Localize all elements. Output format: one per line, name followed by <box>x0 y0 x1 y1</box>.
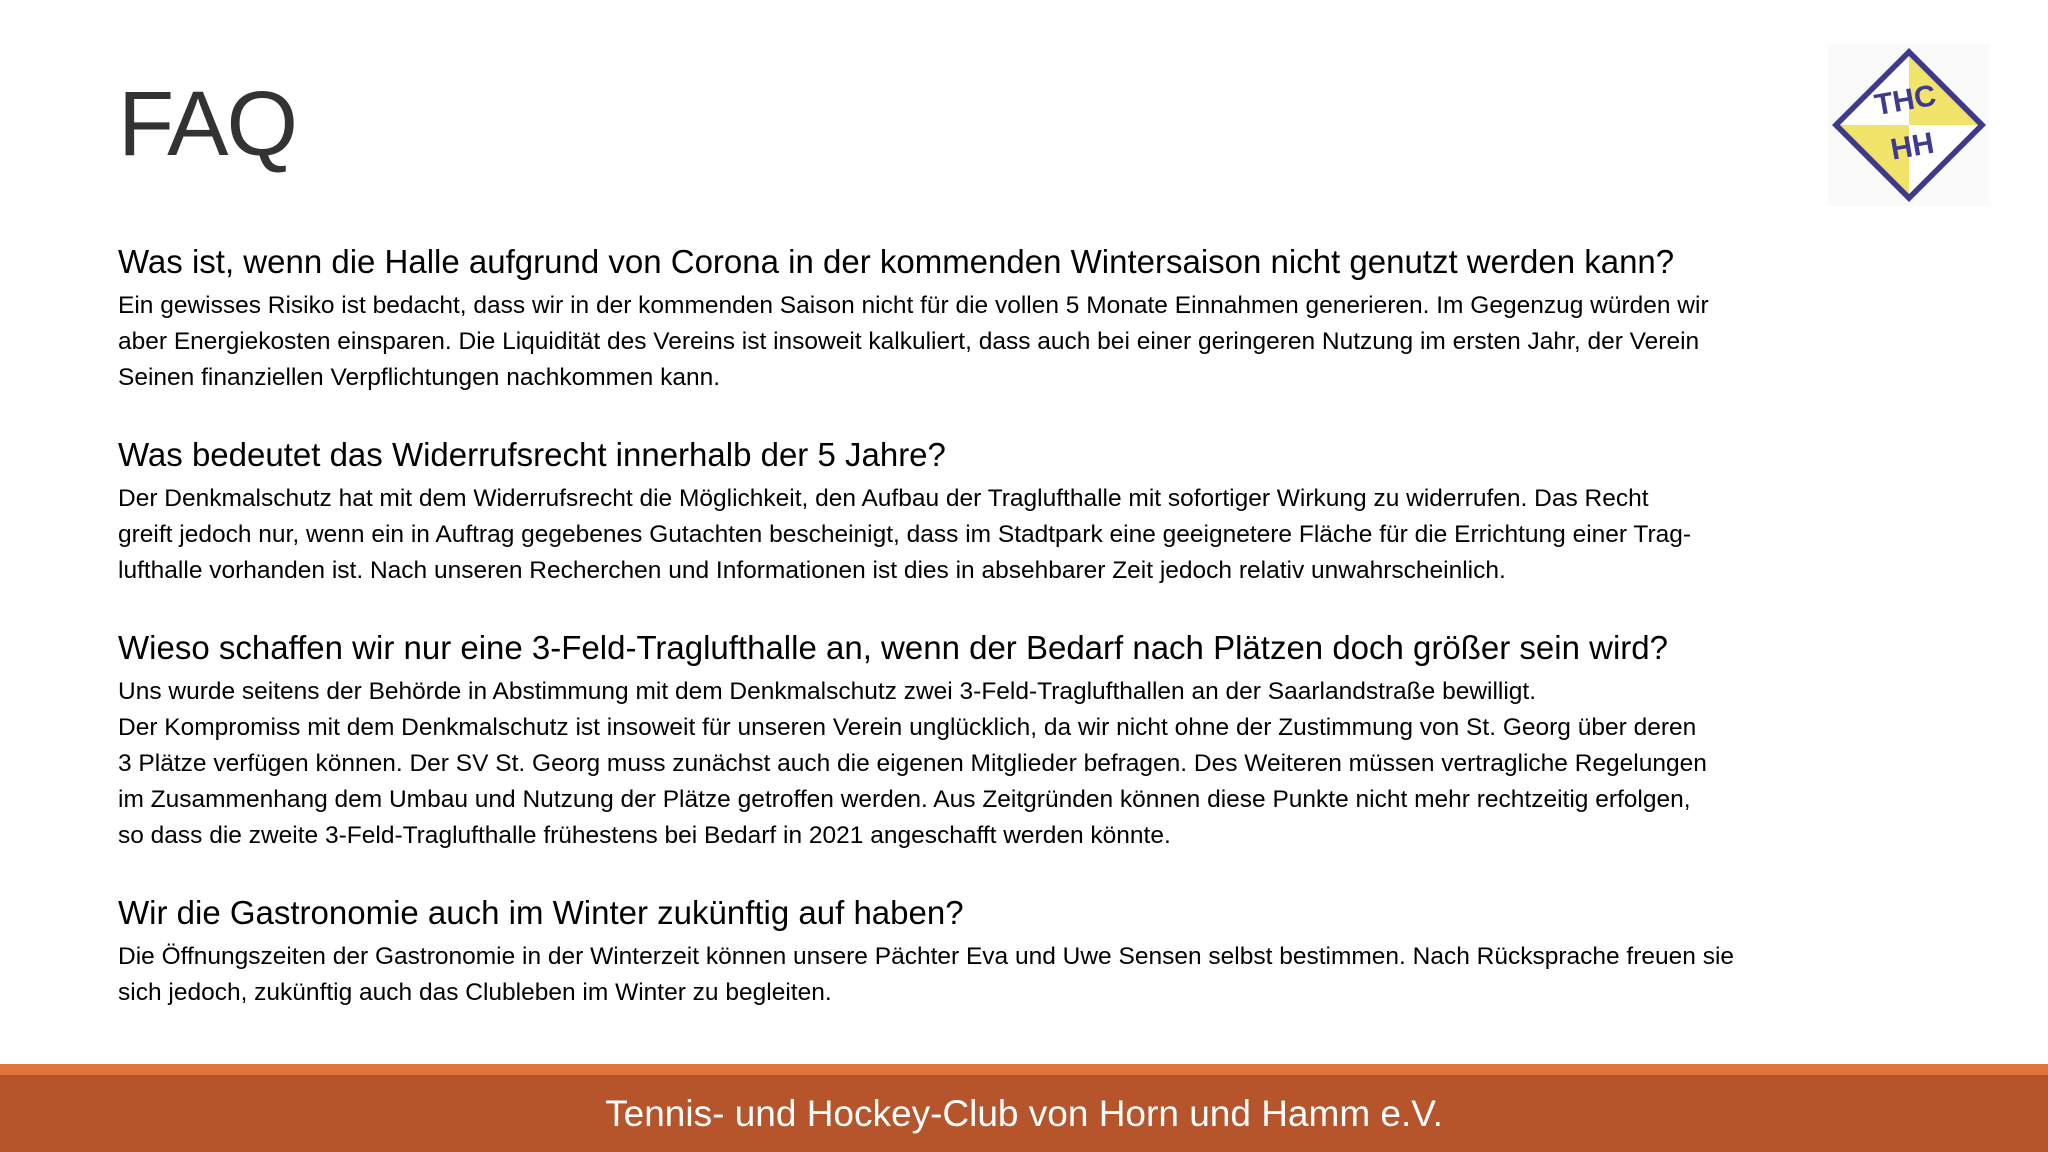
faq-answer-line: Der Kompromiss mit dem Denkmalschutz ist insoweit für unseren Verein unglücklich, da wir nicht ohne der Zustimmung von St. Georg über deren <box>118 714 1697 741</box>
faq-question: Was ist, wenn die Halle aufgrund von Corona in der kommenden Wintersaison nicht genutzt werden kann? <box>118 243 1675 280</box>
faq-answer-line: sich jedoch, zukünftig auch das Clubleben im Winter zu begleiten. <box>118 979 832 1006</box>
faq-answer-line: aber Energiekosten einsparen. Die Liquidität des Vereins ist insoweit kalkuliert, dass auch bei einer geringeren Nutzung im ersten Jahr, der Verein <box>118 328 1700 355</box>
faq-answer-line: im Zusammenhang dem Umbau und Nutzung der Plätze getroffen werden. Aus Zeitgründen können diese Punkte nicht mehr rechtzeitig erfolgen, <box>118 786 1691 813</box>
club-logo-icon <box>1828 44 1990 206</box>
page-title: FAQ <box>118 73 297 175</box>
footer-club-name: Tennis- und Hockey-Club von Horn und Hamm e.V. <box>605 1093 1443 1134</box>
faq-answer <box>118 288 1918 396</box>
footer-stripe <box>0 1064 2048 1075</box>
faq-item <box>118 891 1918 1011</box>
faq-question: Wieso schaffen wir nur eine 3-Feld-Traglufthalle an, wenn der Bedarf nach Plätzen doch größer sein wird? <box>118 629 1668 666</box>
faq-answer-line: so dass die zweite 3-Feld-Traglufthalle frühestens bei Bedarf in 2021 angeschafft werden könnte. <box>118 822 1171 849</box>
faq-question: Wir die Gastronomie auch im Winter zukünftig auf haben? <box>118 894 964 931</box>
faq-item <box>118 433 1918 589</box>
club-logo <box>1828 44 1990 206</box>
faq-item <box>118 240 1918 396</box>
logo-bottom-text: HH <box>1888 126 1937 167</box>
faq-answer-line: Seinen finanziellen Verpflichtungen nachkommen kann. <box>118 364 721 391</box>
faq-answer <box>118 674 1918 854</box>
footer-bar <box>0 1075 2048 1152</box>
faq-answer-line: Ein gewisses Risiko ist bedacht, dass wir in der kommenden Saison nicht für die vollen 5 Monate Einnahmen generieren. Im Gegenzug würden wir <box>118 292 1709 319</box>
logo-top-text: THC <box>1872 79 1939 123</box>
faq-item <box>118 626 1918 854</box>
faq-question: Was bedeutet das Widerrufsrecht innerhalb der 5 Jahre? <box>118 436 946 473</box>
faq-answer-line: greift jedoch nur, wenn ein in Auftrag gegebenes Gutachten bescheinigt, dass im Stadtpark eine geeignetere Fläche für die Errichtung einer Trag- <box>118 521 1692 548</box>
faq-answer-line: Uns wurde seitens der Behörde in Abstimmung mit dem Denkmalschutz zwei 3-Feld-Traglufthallen an der Saarlandstraße bewilligt. <box>118 678 1537 705</box>
faq-answer <box>118 481 1918 589</box>
faq-answer-line: Die Öffnungszeiten der Gastronomie in der Winterzeit können unsere Pächter Eva und Uwe Sensen selbst bestimmen. Nach Rücksprache freuen sie <box>118 943 1735 970</box>
faq-answer-line: Der Denkmalschutz hat mit dem Widerrufsrecht die Möglichkeit, den Aufbau der Traglufthalle mit sofortiger Wirkung zu widerrufen. Das Recht <box>118 485 1649 512</box>
faq-answer-line: lufthalle vorhanden ist. Nach unseren Recherchen und Informationen ist dies in absehbarer Zeit jedoch relativ unwahrscheinlich. <box>118 557 1506 584</box>
faq-answer <box>118 939 1918 1011</box>
faq-answer-line: 3 Plätze verfügen können. Der SV St. Georg muss zunächst auch die eigenen Mitglieder befragen. Des Weiteren müssen vertragliche Regelungen <box>118 750 1707 777</box>
faq-list <box>118 240 1918 1048</box>
